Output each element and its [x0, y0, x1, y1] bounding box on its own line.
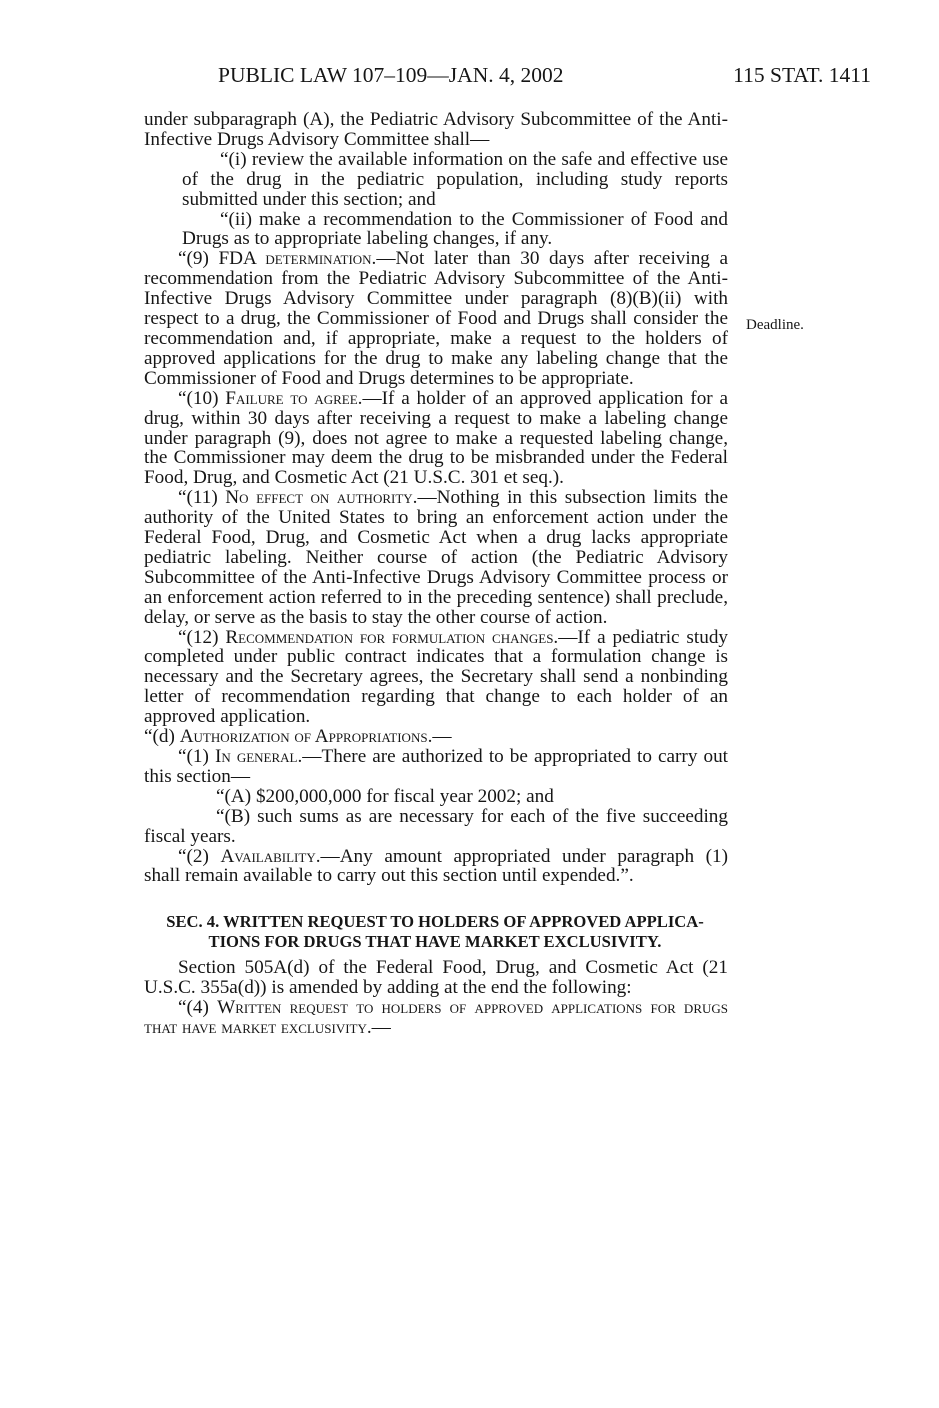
paragraph-d1	[144, 747, 728, 787]
paragraph-d1-text: —There are authorized to be appropriated to carry out this section—	[144, 746, 729, 787]
paragraph-9-lead: “(9) FDA	[178, 248, 266, 270]
paragraph-d1-heading: In general.	[214, 746, 303, 767]
section-4-body: Section 505A(d) of the Federal Food, Drug, and Cosmetic Act (21 U.S.C. 355a(d)) is amended by adding at the end the following:	[144, 957, 728, 999]
clause-i: “(i) review the available information on the safe and effective use of the drug in the pediatric population, including study reports submitted under this section; and	[182, 148, 728, 210]
clause-B: “(B) such sums as are necessary for each of the five succeeding fiscal years.	[144, 805, 728, 847]
paragraph-10	[144, 389, 728, 489]
paragraph-4	[144, 998, 728, 1038]
paragraph-4-heading: Written request to holders of approved applications for drugs that have market exclusivity.	[144, 997, 728, 1039]
paragraph-10-heading: Failure to agree.	[225, 387, 363, 409]
paragraph-12-lead: “(12)	[178, 626, 226, 648]
header-title: PUBLIC LAW 107–109—JAN. 4, 2002	[218, 63, 564, 87]
paragraph-10-text: —If a holder of an approved application for a drug, within 30 days after receiving a request to make a labeling change under paragraph (9), does not agree to make a requested labeling change, the Commissioner may deem the drug to be misbranded under the Federal Food, Drug, and Cosmetic Act (21 U.S.C. 301 et seq.).	[144, 387, 728, 489]
subsection-d-heading: Authorization of Appropriations.	[179, 726, 433, 748]
margin-note-deadline: Deadline.	[746, 317, 804, 333]
paragraph-12	[144, 628, 728, 728]
body-text	[144, 110, 728, 1038]
clause-ii: “(ii) make a recommendation to the Commissioner of Food and Drugs as to appropriate labeling changes, if any.	[182, 208, 728, 250]
paragraph-d2-text: —Any amount appropriated under paragraph (1) shall remain available to carry out this section until expended.”.	[144, 845, 729, 887]
running-header	[145, 60, 871, 90]
subsection-d-lead: “(d)	[144, 726, 180, 748]
paragraph-9	[144, 249, 728, 388]
clause-A: “(A) $200,000,000 for fiscal year 2002; and	[216, 785, 554, 807]
paragraph-11-lead: “(11)	[178, 487, 226, 509]
section-heading-line-2: TIONS FOR DRUGS THAT HAVE MARKET EXCLUSIVITY.	[208, 932, 662, 952]
paragraph-d2	[144, 847, 728, 887]
paragraph-9-text: —Not later than 30 days after receiving a recommendation from the Pediatric Advisory Subcommittee of the Anti-Infective Drugs Advisory Committee under paragraph (8)(B)(ii) with respect to a drug, the Commissioner of Food and Drugs shall consider the recommendation and, if appropriate, make a request to the holders of approved applications for the drug to make any labeling change that the Commissioner of Food and Drugs determines to be appropriate.	[144, 248, 728, 389]
paragraph-11-text: —Nothing in this subsection limits the authority of the United States to bring an enforcement action under the Federal Food, Drug, and Cosmetic Act when a drug lacks appropriate pediatric labeling. Neither course of action (the Pediatric Advisory Subcommittee of the Anti-Infective Drugs Advisory Committee process or an enforcement action referred to in the preceding sentence) shall preclude, delay, or serve as the basis to stay the other course of action.	[144, 487, 728, 628]
paragraph-d2-lead: “(2)	[178, 845, 221, 867]
paragraph-4-lead: “(4)	[178, 997, 218, 1019]
paragraph-4-text: —	[371, 1017, 391, 1039]
paragraph-d1-lead: “(1)	[178, 746, 215, 767]
paragraph: under subparagraph (A), the Pediatric Advisory Subcommittee of the Anti-Infective Drugs Advisory Committee shall—	[144, 109, 728, 150]
paragraph-12-heading: Recommendation for formulation changes.	[225, 626, 559, 648]
paragraph-12-text: —If a pediatric study completed under public contract indicates that a formulation change is necessary and the Secretary agrees, the Secretary shall send a nonbinding letter of recommendation regarding that change to each holder of an approved application.	[144, 626, 729, 728]
paragraph-d2-heading: Availability.	[220, 845, 321, 867]
paragraph-10-lead: “(10)	[178, 387, 226, 409]
paragraph-11	[144, 488, 728, 627]
paragraph-11-heading: No effect on authority.	[225, 487, 418, 509]
subsection-d-text: —	[432, 726, 452, 748]
header-page-ref: 115 STAT. 1411	[733, 63, 871, 87]
subsection-d	[144, 727, 728, 747]
paragraph-9-heading: determination.	[265, 248, 377, 270]
spacer	[144, 886, 728, 912]
section-heading-line-1: SEC. 4. WRITTEN REQUEST TO HOLDERS OF APPROVED APPLICA-	[166, 912, 704, 932]
